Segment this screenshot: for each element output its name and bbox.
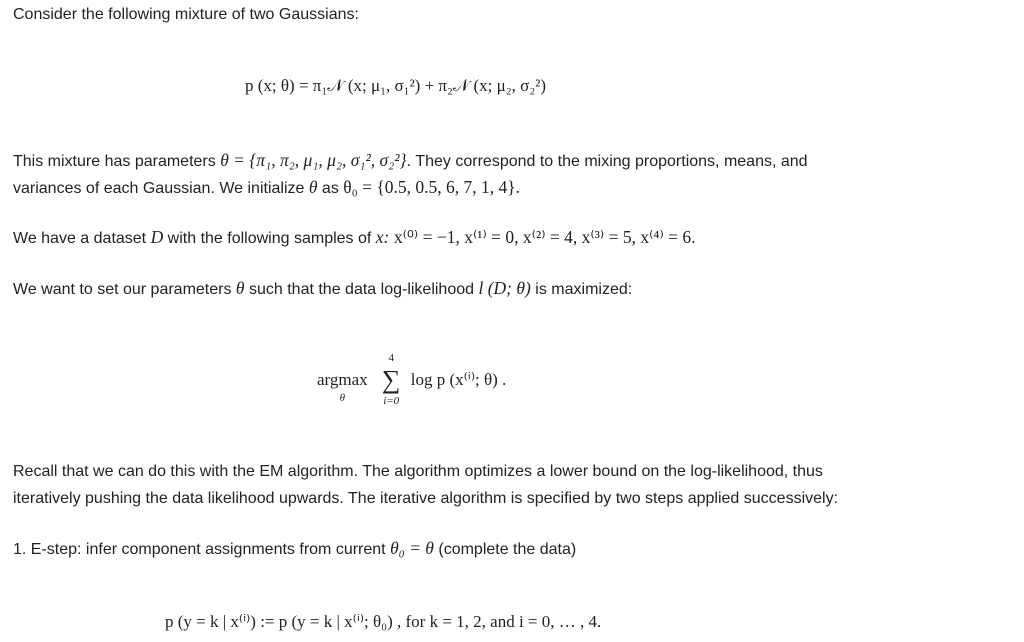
sum-operator [381, 352, 401, 407]
goal-mid: such that the data log-likelihood [248, 281, 475, 298]
dataset-line [13, 224, 984, 252]
argmax-equation [317, 352, 507, 407]
mixture-equation: p (x; θ) = π₁𝒩 (x; μ₁, σ₁²) + π₂𝒩 (x; μ₂, σ₂²) [245, 76, 547, 95]
params-line-1 [13, 147, 984, 175]
params-line2-init: θ₀ = {0.5, 0.5, 6, 7, 1, 4}. [343, 177, 521, 197]
argmax-operator [317, 370, 368, 405]
estep-prefix: 1. E-step: infer component assignments from current [13, 541, 386, 558]
estep-suffix: (complete the data) [438, 541, 577, 558]
params-line2-theta: θ [308, 177, 318, 197]
dataset-prefix: We have a dataset [13, 230, 147, 247]
dataset-D: D [150, 227, 164, 247]
goal-prefix: We want to set our parameters [13, 281, 232, 298]
params-line2-prefix: variances of each Gaussian. We initialize [13, 180, 305, 197]
sum-upper-limit: 4 [388, 352, 394, 364]
goal-theta: θ [235, 278, 245, 298]
argmax-subscript: θ [339, 392, 346, 405]
params-suffix: . They correspond to the mixing proportions, means, and [406, 153, 808, 170]
argmax-word: argmax [317, 370, 368, 390]
goal-suffix: is maximized: [535, 281, 633, 298]
intro-text: Consider the following mixture of two Gaussians: [13, 6, 359, 23]
posterior-equation: p (y = k | x⁽ⁱ⁾) := p (y = k | x⁽ⁱ⁾; θ₀) , for k = 1, 2, and i = 0, … , 4. [165, 612, 602, 631]
goal-line [13, 275, 984, 303]
dataset-mid: with the following samples of [167, 230, 372, 247]
sum-lower-limit: i=0 [383, 395, 400, 407]
sum-term: log p (x⁽ⁱ⁾; θ) . [410, 370, 507, 390]
params-prefix: This mixture has parameters [13, 153, 216, 170]
goal-loglikelihood: l (D; θ) [478, 278, 531, 298]
estep-line [13, 535, 984, 563]
dataset-samples: x⁽⁰⁾ = −1, x⁽¹⁾ = 0, x⁽²⁾ = 4, x⁽³⁾ = 5, x⁽⁴⁾ = 6. [393, 227, 696, 247]
dataset-x: x: [375, 227, 390, 247]
sum-symbol: ∑ [381, 365, 401, 394]
params-set: θ = {π₁, π₂, μ₁, μ₂, σ₁², σ₂²} [220, 150, 407, 170]
params-line2-mid: as [321, 180, 339, 197]
recall-line-1: Recall that we can do this with the EM algorithm. The algorithm optimizes a lower bound on the log-likelihood, thus [13, 463, 823, 480]
estep-math: θ₀ = θ [390, 538, 434, 558]
recall-line-2: iteratively pushing the data likelihood upwards. The iterative algorithm is specified by two steps applied successively: [13, 490, 839, 507]
params-line-2 [13, 174, 984, 202]
